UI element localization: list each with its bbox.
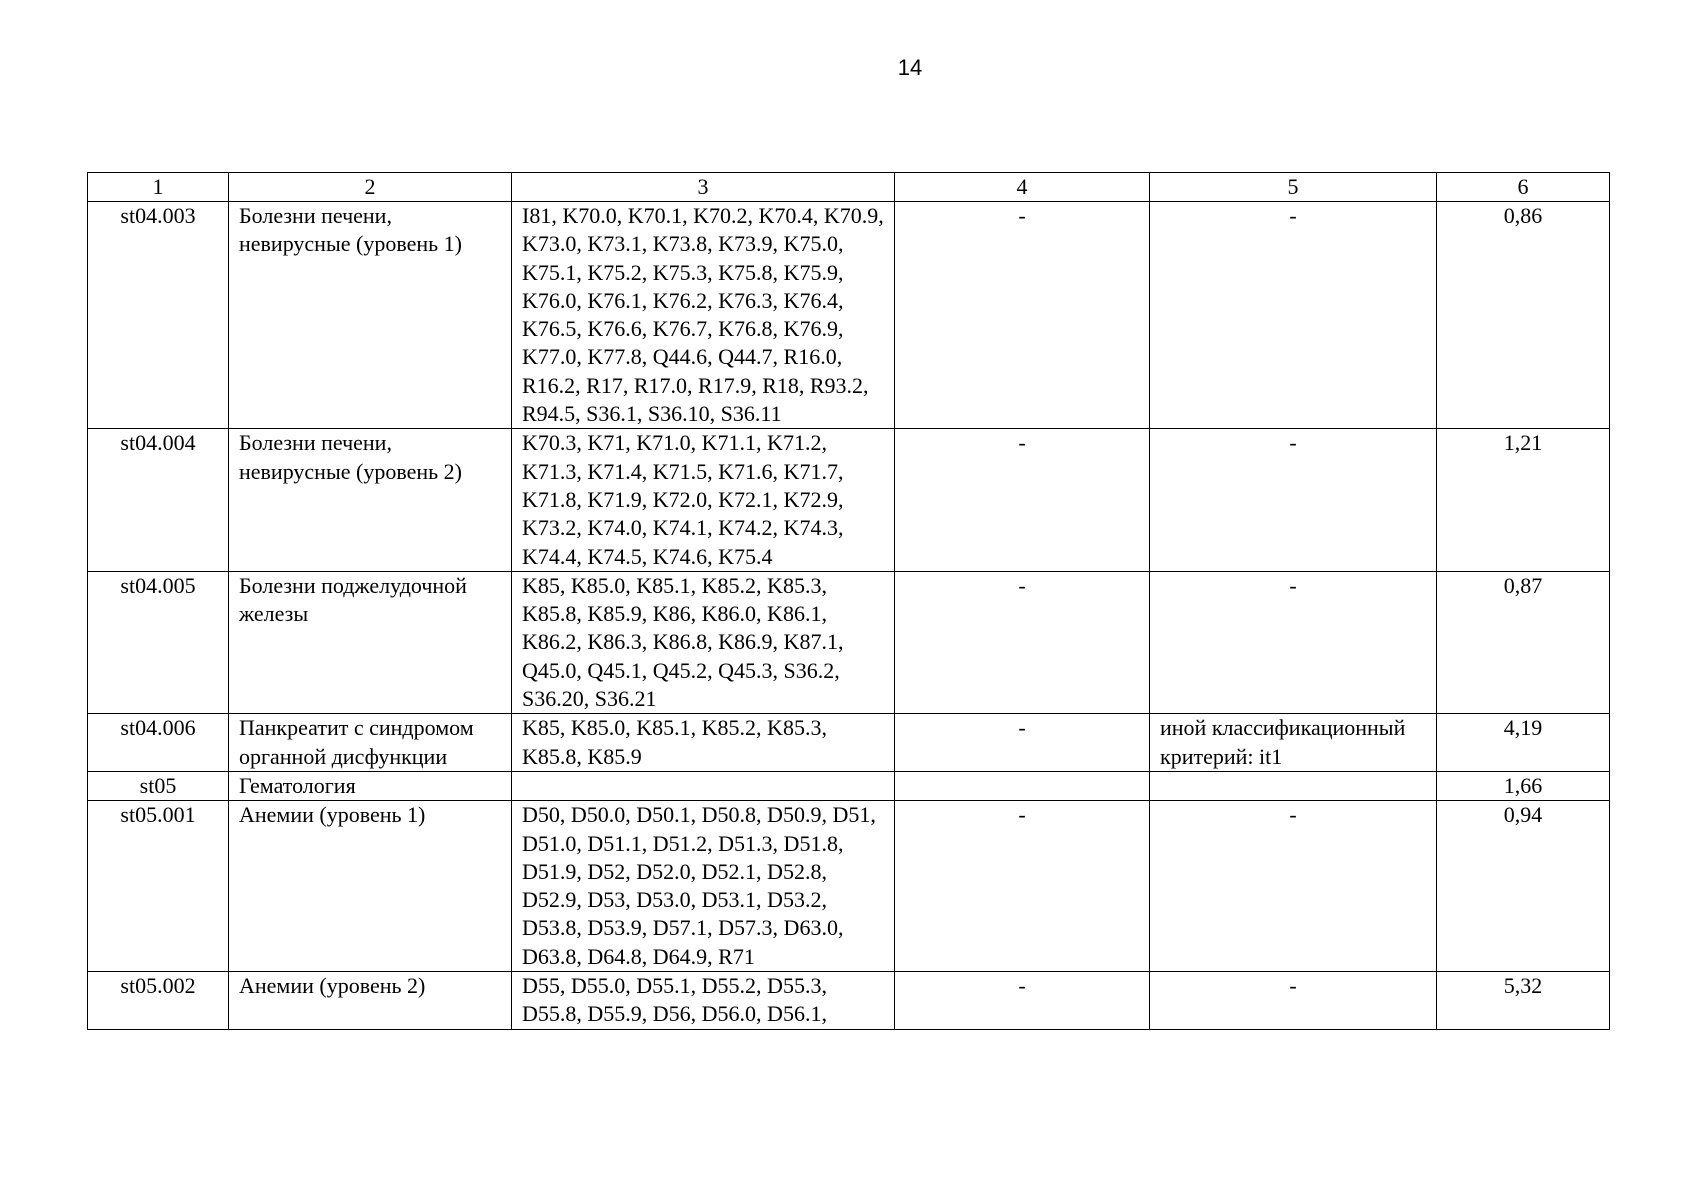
coefficient: 0,86 — [1437, 202, 1610, 429]
icd-codes: K70.3, K71, K71.0, K71.1, K71.2, K71.3, K71.4, K71.5, K71.6, K71.7, K71.8, K71.9, K72.0, K72.1, K72.9, K73.2, K74.0, K74.1, K74.2, K74.3, K74.4, K74.5, K74.6, K75.4 — [512, 429, 895, 571]
ksg-code: st05.001 — [88, 801, 229, 972]
column-header-3: 3 — [512, 173, 895, 202]
table-row — [88, 571, 1610, 713]
coefficient: 0,87 — [1437, 571, 1610, 713]
table-header-row — [88, 173, 1610, 202]
ksg-name: Анемии (уровень 1) — [229, 801, 512, 972]
column-5-value — [1150, 771, 1437, 800]
ksg-code: st05.002 — [88, 972, 229, 1030]
coefficient: 4,19 — [1437, 714, 1610, 772]
column-header-6: 6 — [1437, 173, 1610, 202]
ksg-code: st04.003 — [88, 202, 229, 429]
ksg-name: Анемии (уровень 2) — [229, 972, 512, 1030]
ksg-name: Болезни печени, невирусные (уровень 1) — [229, 202, 512, 429]
icd-codes: I81, K70.0, K70.1, K70.2, K70.4, K70.9, K73.0, K73.1, K73.8, K73.9, K75.0, K75.1, K75.2, K75.3, K75.8, K75.9, K76.0, K76.1, K76.2, K76.3, K76.4, K76.5, K76.6, K76.7, K76.8, K76.9, K77.0, K77.8, Q44.6, Q44.7, R16.0, R16.2, R17, R17.0, R17.9, R18, R93.2, R94.5, S36.1, S36.10, S36.11 — [512, 202, 895, 429]
page-number: 14 — [897, 55, 923, 80]
ksg-code: st04.004 — [88, 429, 229, 571]
ksg-code: st04.005 — [88, 571, 229, 713]
ksg-name: Болезни поджелудочной железы — [229, 571, 512, 713]
ksg-name: Гематология — [229, 771, 512, 800]
icd-codes — [512, 771, 895, 800]
column-header-5: 5 — [1150, 173, 1437, 202]
ksg-name: Болезни печени, невирусные (уровень 2) — [229, 429, 512, 571]
column-5-value: - — [1150, 571, 1437, 713]
column-header-1: 1 — [88, 173, 229, 202]
column-4-value: - — [895, 202, 1150, 429]
table-row — [88, 202, 1610, 429]
table-row — [88, 429, 1610, 571]
column-5-value: - — [1150, 801, 1437, 972]
column-5-value: - — [1150, 972, 1437, 1030]
classification-criterion: иной классификационный критерий: it1 — [1150, 714, 1437, 772]
column-header-2: 2 — [229, 173, 512, 202]
ksg-name: Панкреатит с синдромом органной дисфункции — [229, 714, 512, 772]
coefficient: 0,94 — [1437, 801, 1610, 972]
coefficient: 1,21 — [1437, 429, 1610, 571]
table-row — [88, 714, 1610, 772]
coefficient: 5,32 — [1437, 972, 1610, 1030]
table-row — [88, 972, 1610, 1030]
table-row — [88, 771, 1610, 800]
ksg-code: st05 — [88, 771, 229, 800]
column-4-value: - — [895, 714, 1150, 772]
icd-codes: D55, D55.0, D55.1, D55.2, D55.3, D55.8, D55.9, D56, D56.0, D56.1, — [512, 972, 895, 1030]
column-5-value: - — [1150, 202, 1437, 429]
icd-codes: K85, K85.0, K85.1, K85.2, K85.3, K85.8, K85.9, K86, K86.0, K86.1, K86.2, K86.3, K86.8, K86.9, K87.1, Q45.0, Q45.1, Q45.2, Q45.3, S36.2, S36.20, S36.21 — [512, 571, 895, 713]
coefficient: 1,66 — [1437, 771, 1610, 800]
column-4-value — [895, 771, 1150, 800]
column-4-value: - — [895, 972, 1150, 1030]
column-5-value: - — [1150, 429, 1437, 571]
ksg-code: st04.006 — [88, 714, 229, 772]
icd-codes: K85, K85.0, K85.1, K85.2, K85.3, K85.8, K85.9 — [512, 714, 895, 772]
column-header-4: 4 — [895, 173, 1150, 202]
column-4-value: - — [895, 571, 1150, 713]
column-4-value: - — [895, 801, 1150, 972]
ksg-table — [87, 172, 1610, 1030]
table-row — [88, 801, 1610, 972]
column-4-value: - — [895, 429, 1150, 571]
icd-codes: D50, D50.0, D50.1, D50.8, D50.9, D51, D51.0, D51.1, D51.2, D51.3, D51.8, D51.9, D52, D52.0, D52.1, D52.8, D52.9, D53, D53.0, D53.1, D53.2, D53.8, D53.9, D57.1, D57.3, D63.0, D63.8, D64.8, D64.9, R71 — [512, 801, 895, 972]
